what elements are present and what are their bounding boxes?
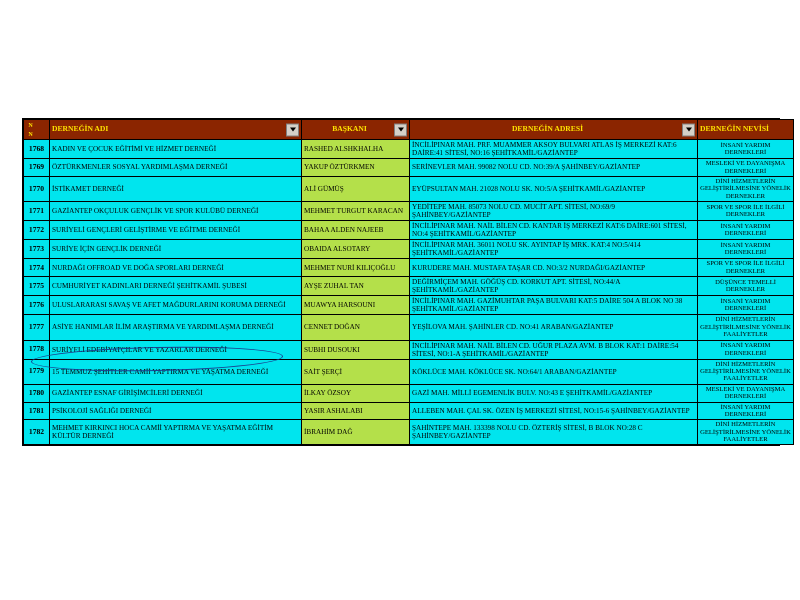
filter-dropdown-icon[interactable] <box>394 123 407 136</box>
table-row <box>24 140 794 159</box>
cell-address: DEĞİRMİÇEM MAH. GÖĞÜŞ CD. KORKUT APT. SİTESİ, NO:44/A ŞEHİTKAMİL/GAZİANTEP <box>410 277 698 296</box>
cell-name: SURİYELİ EDEBİYATÇILAR VE YAZARLAR DERNEĞİ <box>50 340 302 359</box>
cell-type: İNSANİ YARDIM DERNEKLERİ <box>698 340 794 359</box>
table-row <box>24 277 794 296</box>
table-body <box>24 140 794 445</box>
cell-no: 1782 <box>24 420 50 445</box>
cell-president: SAİT ŞERÇİ <box>302 359 410 384</box>
cell-type: SPOR VE SPOR İLE İLGİLİ DERNEKLER <box>698 202 794 221</box>
cell-address: SERİNEVLER MAH. 99082 NOLU CD. NO:39/A ŞAHİNBEY/GAZİANTEP <box>410 159 698 177</box>
cell-president: AYŞE ZUHAL TAN <box>302 277 410 296</box>
cell-no: 1768 <box>24 140 50 159</box>
cell-type: DİNİ HİZMETLERİN GELİŞTİRİLMESİNE YÖNELİK FAALİYETLER <box>698 315 794 340</box>
cell-no: 1776 <box>24 296 50 315</box>
cell-no: 1772 <box>24 221 50 240</box>
table-row <box>24 221 794 240</box>
association-registry-table-container <box>22 118 791 446</box>
cell-no: 1779 <box>24 359 50 384</box>
cell-address: İNCİLİPINAR MAH. NAİL BİLEN CD. KANTAR İŞ MERKEZİ KAT:6 DAİRE:601 SİTESİ, NO:4 ŞEHİTKAMİL/GAZİANTEP <box>410 221 698 240</box>
cell-president: MEHMET NURİ KILIÇOĞLU <box>302 259 410 277</box>
column-header-no: N N <box>24 120 50 140</box>
table-row <box>24 240 794 259</box>
cell-name: CUMHURİYET KADINLARI DERNEĞİ ŞEHİTKAMİL ŞUBESİ <box>50 277 302 296</box>
cell-president: İLKAY ÖZSOY <box>302 384 410 402</box>
cell-address: GAZİ MAH. MİLLİ EGEMENLİK BULV. NO:43 E ŞEHİTKAMİL/GAZİANTEP <box>410 384 698 402</box>
table-row <box>24 384 794 402</box>
cell-address: İNCİLİPINAR MAH. NAİL BİLEN CD. UĞUR PLAZA AVM. B BLOK KAT:1 DAİRE:54 SİTESİ, NO:1-A ŞEHİTKAMİL/GAZİANTEP <box>410 340 698 359</box>
cell-president: BAHAA ALDEN NAJEEB <box>302 221 410 240</box>
cell-type: DİNİ HİZMETLERİN GELİŞTİRİLMESİNE YÖNELİK DERNEKLER <box>698 176 794 201</box>
cell-no: 1771 <box>24 202 50 221</box>
column-header-type[interactable]: DERNEĞİN NEVİSİ <box>698 120 794 140</box>
cell-no: 1777 <box>24 315 50 340</box>
cell-address: ŞAHİNTEPE MAH. 133398 NOLU CD. ÖZTERİŞ SİTESİ, B BLOK NO:28 C ŞAHİNBEY/GAZİANTEP <box>410 420 698 445</box>
table-row <box>24 202 794 221</box>
cell-name: ULUSLARARASI SAVAŞ VE AFET MAĞDURLARINI KORUMA DERNEĞİ <box>50 296 302 315</box>
cell-address: YEDİTEPE MAH. 85073 NOLU CD. MUCİT APT. SİTESİ, NO:69/9 ŞAHİNBEY/GAZİANTEP <box>410 202 698 221</box>
cell-address: İNCİLİPINAR MAH. GAZİMUHTAR PAŞA BULVARI KAT:5 DAİRE 504 A BLOK NO 38 ŞEHİTKAMİL/GAZİANTEP <box>410 296 698 315</box>
cell-type: İNSANİ YARDIM DERNEKLERİ <box>698 402 794 420</box>
cell-type: DİNİ HİZMETLERİN GELİŞTİRİLMESİNE YÖNELİK FAALİYETLER <box>698 359 794 384</box>
cell-name: İSTİKAMET DERNEĞİ <box>50 176 302 201</box>
cell-type: DİNİ HİZMETLERİN GELİŞTİRİLMESİNE YÖNELİK FAALİYETLER <box>698 420 794 445</box>
table-header-row <box>24 120 794 140</box>
cell-president: İBRAHİM DAĞ <box>302 420 410 445</box>
table-row <box>24 420 794 445</box>
cell-name: 15 TEMMUZ ŞEHİTLER CAMİİ YAPTIRMA VE YAŞATMA DERNEĞİ <box>50 359 302 384</box>
cell-type: İNSANİ YARDIM DERNEKLERİ <box>698 296 794 315</box>
cell-president: ALİ GÜMÜŞ <box>302 176 410 201</box>
cell-address: İNCİLİPINAR MAH. PRF. MUAMMER AKSOY BULVARI ATLAS İŞ MERKEZİ KAT:6 DAİRE:41 SİTESİ, NO:16 ŞEHİTKAMİL/GAZİANTEP <box>410 140 698 159</box>
cell-type: İNSANİ YARDIM DERNEKLERİ <box>698 140 794 159</box>
cell-name: NURDAĞI OFFROAD VE DOĞA SPORLARI DERNEĞİ <box>50 259 302 277</box>
cell-no: 1781 <box>24 402 50 420</box>
association-registry-table <box>23 119 794 445</box>
cell-president: OBAIDA ALSOTARY <box>302 240 410 259</box>
cell-name: SURİYE İÇİN GENÇLİK DERNEĞİ <box>50 240 302 259</box>
table-row <box>24 259 794 277</box>
cell-no: 1780 <box>24 384 50 402</box>
cell-no: 1770 <box>24 176 50 201</box>
cell-president: MUAWYA HARSOUNI <box>302 296 410 315</box>
cell-type: İNSANİ YARDIM DERNEKLERİ <box>698 221 794 240</box>
cell-type: MESLEKİ VE DAYANIŞMA DERNEKLERİ <box>698 159 794 177</box>
cell-type: İNSANİ YARDIM DERNEKLERİ <box>698 240 794 259</box>
column-header-president[interactable]: BAŞKANI <box>302 120 410 140</box>
table-row <box>24 340 794 359</box>
cell-name: MEHMET KIRKINCI HOCA CAMİİ YAPTIRMA VE YAŞATMA EĞİTİM KÜLTÜR DERNEĞİ <box>50 420 302 445</box>
cell-type: SPOR VE SPOR İLE İLGİLİ DERNEKLER <box>698 259 794 277</box>
cell-president: YAKUP ÖZTÜRKMEN <box>302 159 410 177</box>
cell-president: RASHED ALSHKHALHA <box>302 140 410 159</box>
cell-name: ÖZTÜRKMENLER SOSYAL YARDIMLAŞMA DERNEĞİ <box>50 159 302 177</box>
cell-address: KÖKLÜCE MAH. KÖKLÜCE SK. NO:64/1 ARABAN/GAZİANTEP <box>410 359 698 384</box>
cell-president: SUBHI DUSOUKI <box>302 340 410 359</box>
column-header-name[interactable]: DERNEĞİN ADI <box>50 120 302 140</box>
table-row <box>24 296 794 315</box>
filter-dropdown-icon[interactable] <box>682 123 695 136</box>
table-row <box>24 402 794 420</box>
cell-no: 1778 <box>24 340 50 359</box>
cell-no: 1769 <box>24 159 50 177</box>
cell-type: DÜŞÜNCE TEMELLİ DERNEKLER <box>698 277 794 296</box>
cell-no: 1775 <box>24 277 50 296</box>
cell-name: KADIN VE ÇOCUK EĞİTİMİ VE HİZMET DERNEĞİ <box>50 140 302 159</box>
cell-name: SURİYELİ GENÇLERİ GELİŞTİRME VE EĞİTME DERNEĞİ <box>50 221 302 240</box>
cell-name: ASİYE HANIMLAR İLİM ARAŞTIRMA VE YARDIMLAŞMA DERNEĞİ <box>50 315 302 340</box>
table-row <box>24 159 794 177</box>
column-header-address[interactable]: DERNEĞİN ADRESİ <box>410 120 698 140</box>
cell-address: YEŞİLOVA MAH. ŞAHİNLER CD. NO:41 ARABAN/GAZİANTEP <box>410 315 698 340</box>
cell-no: 1773 <box>24 240 50 259</box>
table-row <box>24 176 794 201</box>
cell-no: 1774 <box>24 259 50 277</box>
cell-address: ALLEBEN MAH. ÇAL SK. ÖZEN İŞ MERKEZİ SİTESİ, NO:15-6 ŞAHİNBEY/GAZİANTEP <box>410 402 698 420</box>
cell-address: İNCİLİPINAR MAH. 36011 NOLU SK. AYINTAP İŞ MRK. KAT:4 NO:5/414 ŞEHİTKAMİL/GAZİANTEP <box>410 240 698 259</box>
cell-address: EYÜPSULTAN MAH. 21028 NOLU SK. NO:5/A ŞEHİTKAMİL/GAZİANTEP <box>410 176 698 201</box>
cell-president: CENNET DOĞAN <box>302 315 410 340</box>
table-row <box>24 315 794 340</box>
cell-president: MEHMET TURGUT KARACAN <box>302 202 410 221</box>
cell-type: MESLEKİ VE DAYANIŞMA DERNEKLERİ <box>698 384 794 402</box>
cell-name: GAZİANTEP OKÇULUK GENÇLİK VE SPOR KULÜBÜ DERNEĞİ <box>50 202 302 221</box>
filter-dropdown-icon[interactable] <box>286 123 299 136</box>
cell-name: PSİKOLOJİ SAĞLIĞI DERNEĞİ <box>50 402 302 420</box>
cell-name: GAZİANTEP ESNAF GİRİŞİMCİLERİ DERNEĞİ <box>50 384 302 402</box>
table-row <box>24 359 794 384</box>
cell-president: YASIR ASHALABI <box>302 402 410 420</box>
cell-address: KURUDERE MAH. MUSTAFA TAŞAR CD. NO:3/2 NURDAĞI/GAZİANTEP <box>410 259 698 277</box>
